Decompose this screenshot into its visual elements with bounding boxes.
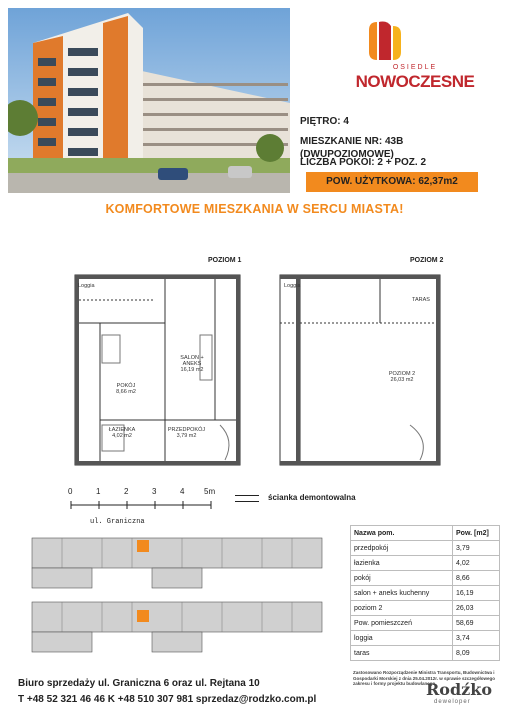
table-row: Pow. pomieszczeń 58,69 — [351, 616, 500, 631]
table-row: łazienka 4,02 — [351, 556, 500, 571]
building-photo — [8, 8, 290, 193]
przedpokoj-label: PRZEDPOKÓJ 3,79 m2 — [167, 427, 206, 439]
loggia-2-label: Loggia — [284, 283, 301, 289]
floor-plan-level-2 — [270, 255, 445, 480]
level-1-label: POZIOM 1 — [208, 257, 242, 264]
table-row: taras 8,09 — [351, 646, 500, 661]
floor-plan-level-1 — [60, 255, 255, 480]
floor-info: PIĘTRO: 4 — [300, 116, 349, 127]
logo-mark-icon — [365, 20, 405, 64]
legal-note: Zastosowano Rozporządzenie Ministra Transportu, Budownictwa i Gospodarki Morskiej z dnia 25.04.2012r. w sprawie szczegółowego zakresu i formy projektu budowlanego — [353, 670, 496, 686]
street-label: ul. Graniczna — [90, 518, 145, 526]
lazienka-label: ŁAZIENKA 4,02 m2 — [108, 427, 136, 439]
table-row: przedpokój 3,79 — [351, 541, 500, 556]
contact-line[interactable]: T +48 52 321 46 46 K +48 510 307 981 sprzedaz@rodzko.com.pl — [18, 694, 317, 705]
apartment-type: (DWUPOZIOMOWE) — [300, 149, 394, 160]
table-header: Nazwa pom. Pow. [m2] — [351, 526, 500, 541]
table-row: poziom 2 26,03 — [351, 601, 500, 616]
developer-logo: Rodźko deweloper — [426, 680, 492, 705]
taras-label: TARAS — [412, 297, 430, 303]
room-count-text: LICZBA POKOI: 2 + POZ. 2 — [300, 157, 427, 168]
site-plan — [22, 530, 332, 665]
brand-subtitle: OSIEDLE — [392, 64, 438, 71]
level-2-label: POZIOM 2 — [410, 257, 444, 264]
brand-logo — [355, 20, 475, 100]
sales-office: Biuro sprzedaży ul. Graniczna 6 oraz ul. Rejtana 10 — [18, 678, 260, 689]
partition-note: ścianka demontowalna — [268, 493, 356, 502]
apartment-number: MIESZKANIE NR: 43B — [300, 136, 404, 147]
salon-label: SALON + ANEKS 16,19 m2 — [180, 355, 204, 373]
table-row: salon + aneks kuchenny 16,19 — [351, 586, 500, 601]
table-row: pokój 8,66 — [351, 571, 500, 586]
scale-bar: 0 1 2 3 4 5m — [68, 487, 216, 496]
partition-legend-icon — [235, 495, 259, 502]
table-row: loggia 3,74 — [351, 631, 500, 646]
poziom-2-label: POZIOM 2 26,03 m2 — [388, 371, 416, 383]
rooms-table — [350, 525, 500, 661]
slogan: KOMFORTOWE MIESZKANIA W SERCU MIASTA! — [105, 202, 404, 216]
usable-area-badge: POW. UŻYTKOWA: 62,37m2 — [306, 172, 478, 192]
pokoj-label: POKÓJ 8,66 m2 — [116, 383, 136, 395]
brand-name: NOWOCZESNE — [355, 72, 475, 91]
loggia-1-label: Loggia — [78, 283, 95, 289]
